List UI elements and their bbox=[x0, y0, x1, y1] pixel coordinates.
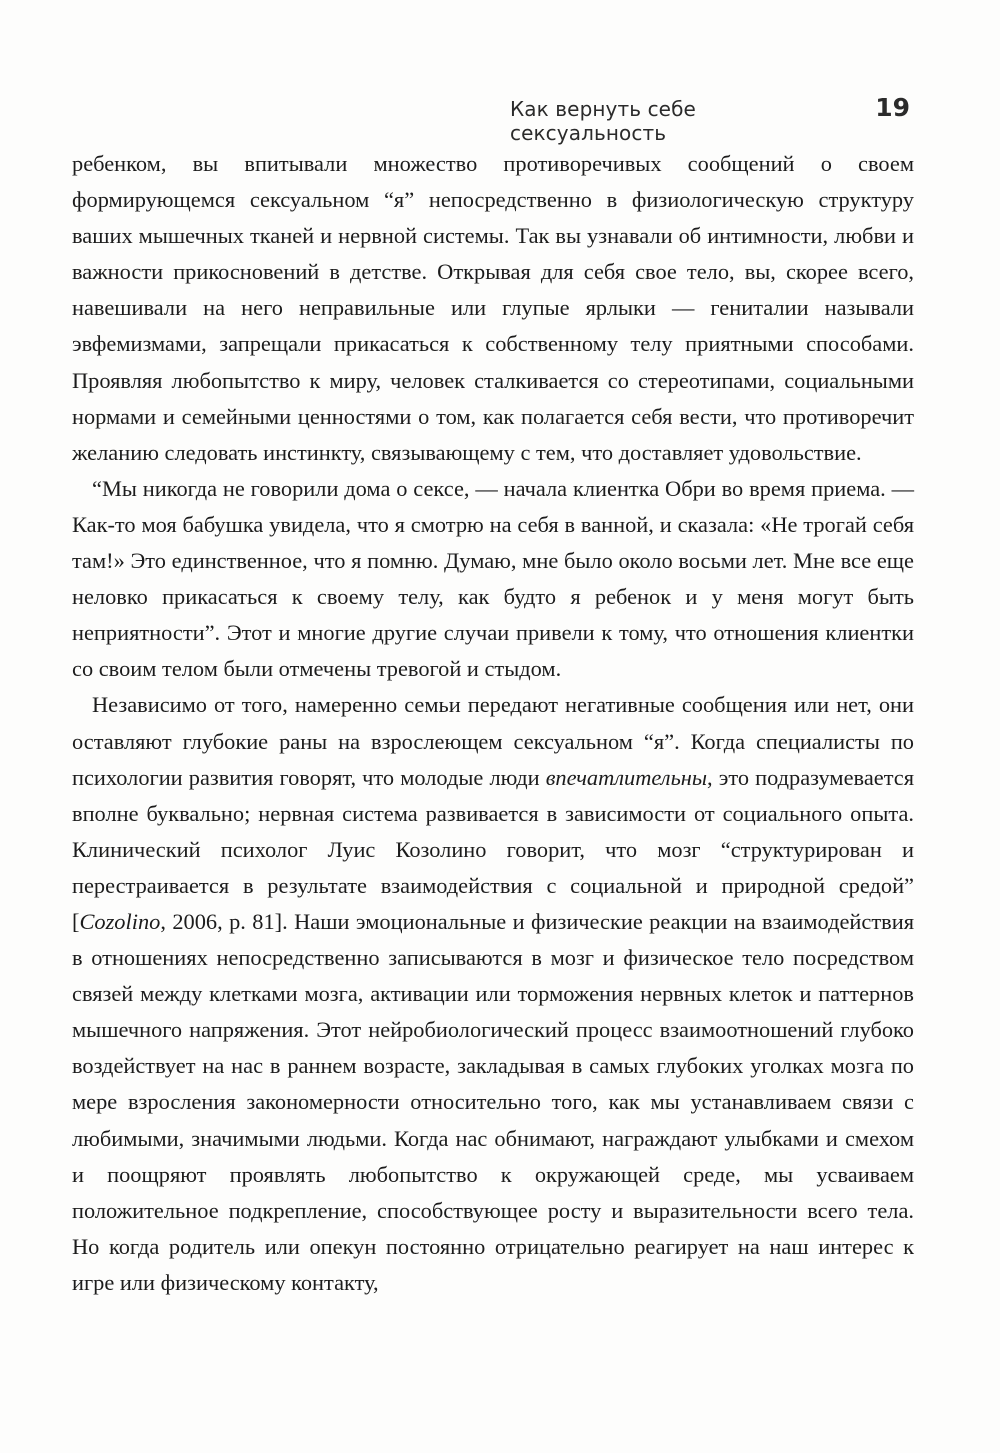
paragraph-3 bbox=[72, 687, 914, 1301]
paragraph-3-part-1: Независимо от того, намеренно семьи передают негативные сообщения или нет, они оставляют глубокие раны на взрослеющем сексуальном “я”. Когда специалисты по психологии развития говорят, что молодые люди bbox=[72, 692, 914, 790]
running-head bbox=[510, 93, 910, 145]
paragraph-3-part-2: , это подразумевается вполне буквально; нервная система развивается в зависимости от социального опыта. Клинический психолог Луис Козолино говорит, что мозг “структурирован и перестраивается в результате взаимодействия с социальной и природной средой” [ bbox=[72, 764, 914, 934]
paragraph-1: ребенком, вы впитывали множество противоречивых сообщений о своем формирующемся сексуальном “я” непосредственно в физиологическую структуру ваших мышечных тканей и нервной системы. Так вы узнавали об интимности, любви и важности прикосновений в детстве. Открывая для себя свое тело, вы, скорее всего, навешивали на него неправильные или глупые ярлыки — гениталии называли эвфемизмами, запрещали прикасаться к собственному телу приятными способами. Проявляя любопытство к миру, человек сталкивается со стереотипами, социальными нормами и семейными ценностями о том, как полагается себя вести, что противоречит желанию следовать инстинкту, связывающему с тем, что доставляет удовольствие. bbox=[72, 151, 914, 465]
page-number: 19 bbox=[875, 93, 910, 122]
paragraph-2: “Мы никогда не говорили дома о сексе, — начала клиентка Обри во время приема. — Как-то моя бабушка увидела, что я смотрю на себя в ванной, и сказала: «Не трогай себя там!» Это единственное, что я помню. Думаю, мне было около восьми лет. Мне все еще неловко прикасаться к своему телу, как будто я ребенок и у меня могут быть неприятности”. Этот и многие другие случаи привели к тому, что отношения клиентки со своим телом были отмечены тревогой и стыдом. bbox=[72, 475, 914, 682]
paragraph-3-italic-1: впечатлительны bbox=[545, 764, 708, 790]
body-text bbox=[72, 146, 914, 1301]
running-title: Как вернуть себе сексуальность bbox=[510, 97, 696, 145]
paragraph-3-italic-2: Cozolino bbox=[79, 908, 161, 934]
paragraph-3-part-3: , 2006, p. 81]. Наши эмоциональные и физические реакции на взаимодействия в отношениях непосредственно записываются в мозг и физическое тело посредством связей между клетками мозга, активации или торможения нервных клеток и паттернов мышечного напряжения. Этот нейробиологический процесс взаимоотношений глубоко воздействует на нас в раннем возрасте, закладывая в самых глубоких уголках мозга по мере взросления закономерности относительно того, как мы устанавливаем связи с любимыми, значимыми людьми. Когда нас обнимают, награждают улыбками и смехом и поощряют проявлять любопытство к окружающей среде, мы усваиваем положительное подкрепление, способствующее росту и выразительности всего тела. Но когда родитель или опекун постоянно отрицательно реагирует на наш интерес к игре или физическому контакту, bbox=[72, 908, 914, 1295]
